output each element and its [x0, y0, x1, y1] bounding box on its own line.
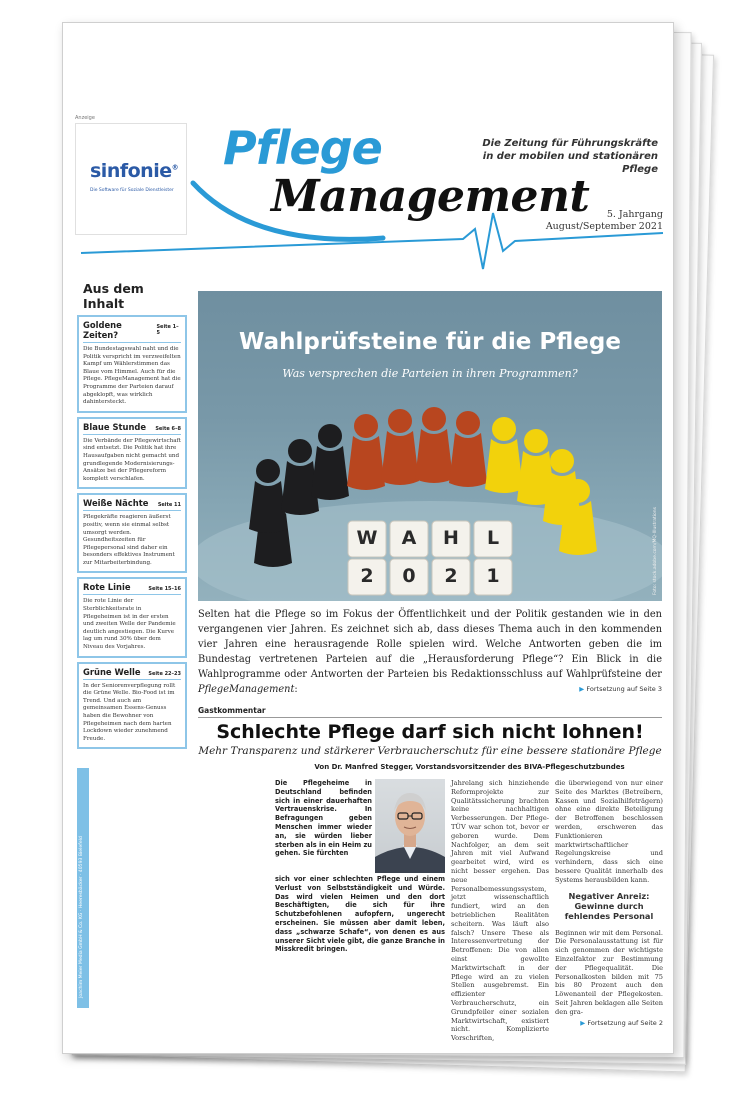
sidebar-item-title: Weiße Nächte — [83, 498, 149, 509]
pawn-black — [249, 459, 287, 533]
tagline-line-2: in der mobilen und stationären Pflege — [482, 151, 658, 175]
sidebar-item-gruene-welle[interactable] — [77, 662, 187, 750]
die-letter: H — [443, 527, 459, 549]
hero-image[interactable] — [198, 291, 662, 601]
lead-text: Selten hat die Pflege so im Fokus der Öffentlichkeit und der Politik gestanden wie in den vergangenen vier Jahren. Es zeichnet sich ab, dass dieses Thema auch in den kommenden vier Jahren eine herausragende Rolle spielen wird. Welche Antworten geben die im Bundestag vertretenen Parteien auf die „Herausforderung Pflege“? Ein Blick in die Wahlprogramme oder Antworten der Parteien bis Redaktionsschluss auf Wahlprüfsteine der — [198, 609, 662, 680]
article-headline[interactable]: Schlechte Pflege darf sich nicht lohnen! — [216, 721, 644, 743]
sidebar-heading: Aus dem Inhalt — [83, 281, 144, 311]
die-letter: A — [401, 527, 417, 549]
die-digit: 2 — [444, 565, 458, 587]
sidebar-item-text: Pflegekräfte reagieren äußerst positiv, wenn sie einmal selbst umsorgt werden. Gesundheitszeiten für Pflegepersonal sind daher ein besonders effektives Instrument zur Mitarbeiterbindung. — [83, 514, 175, 566]
author-portrait-illustration — [375, 779, 445, 873]
newspaper-front-page — [62, 22, 674, 1054]
sidebar-item-text: In der Seniorenverpflegung rollt die Grüne Welle. Bio-Food ist im Trend. Und auch am gemeinsamen Essens-Genuss haben die Bewohner von Pflegeheimen nach dem harten Lockdown wieder zunehmend Freude. — [83, 682, 176, 742]
sidebar-item-page: Seite 11 — [157, 502, 181, 509]
article-column-3 — [555, 779, 663, 1027]
sidebar-item-title: Rote Linie — [83, 582, 131, 593]
tagline-line-1: Die Zeitung für Führungskräfte — [482, 138, 658, 149]
lead-continue-link[interactable] — [579, 682, 662, 697]
sidebar-item-text: Die Bundestagswahl naht und die Politik verspricht im verzweifelten Kampf um Wählerstimmen das Blaue vom Himmel. Auch für die Pflege. PflegeManagement hat die Programme der Parteien darauf abgeklopft, was wirklich dahintersteckt. — [83, 346, 181, 406]
continue-arrow-icon: ▶ — [580, 1018, 586, 1027]
sidebar-item-title: Grüne Welle — [83, 666, 141, 677]
divider — [198, 717, 662, 718]
article-continue-link[interactable] — [555, 1019, 663, 1028]
section-label: Gastkommentar — [198, 706, 266, 715]
article-column-3-text: die überwiegend von nur einer Seite des Marktes (Betreibern, Kassen und Sozialhilfeträgern) ohne eine direkte Beteiligung der Betroffenen beschlossen werden, erschweren das Funktionieren marktwirtschaftlicher Regelungskreise und verhindern, dass sich eine bessere Qualität innerhalb des Systems herausbilden kann. — [555, 779, 663, 884]
sidebar-item-blaue-stunde[interactable] — [77, 417, 187, 490]
sidebar-item-page: Seite 6–8 — [155, 425, 181, 432]
sidebar-item-page: Seite 15–16 — [148, 586, 181, 593]
ad-logo-text: sinfonie — [90, 160, 172, 182]
article-column-3-text-2: Beginnen wir mit dem Personal. Die Personalausstattung ist für sich genommen der wichtigste Einzelfaktor zur Bestimmung der Pflegequalität. Die Personalkosten bilden mit 75 bis 80 Prozent auch den Löwenanteil der Pflegekosten. Seit Jahren beklagen alle Seiten den gra- — [555, 928, 663, 1016]
pawn-black — [311, 424, 349, 500]
hero-subtitle: Was versprechen die Parteien in ihren Programmen? — [282, 367, 578, 380]
die-digit: 1 — [486, 565, 500, 587]
article-byline: Von Dr. Manfred Stegger, Vorstandsvorsitzender des BIVA-Pflegeschutzbundes — [314, 763, 625, 771]
pawn-red — [347, 414, 385, 490]
sidebar-item-goldene-zeiten[interactable] — [77, 315, 187, 413]
sidebar-item-title: Goldene Zeiten? — [83, 320, 122, 340]
lead-text-em: PflegeManagement — [198, 684, 295, 695]
publisher-spine — [77, 768, 89, 1008]
lead-paragraph — [198, 607, 662, 697]
sidebar-item-page: Seite 1–5 — [156, 324, 179, 336]
sidebar-item-text: Die Verbände der Pflegewirtschaft sind entsetzt. Die Politik hat ihre Hausaufgaben nicht gemacht und grundlegende Modernisierungs-Ansätze bei der Pflegereform komplett verschlafen. — [83, 437, 181, 482]
continue-arrow-icon: ▶ — [579, 685, 585, 693]
sidebar-item-title: Blaue Stunde — [83, 421, 147, 432]
photo-credit: Foto: stock.adobe.com/MQ-Illustrations — [653, 506, 658, 595]
pawn-yellow — [485, 417, 523, 493]
lead-continue-text: Fortsetzung auf Seite 3 — [586, 685, 662, 693]
masthead-tagline — [478, 137, 658, 176]
die-digit: 0 — [402, 565, 416, 587]
article-column-1-continued: sich vor einer schlechten Pflege und einem Verlust von Selbstständigkeit und Würde. Das wird vielen Heimen und den dort Beschäftigten, die sich für ihre Schutzbefohlenen aufopfern, ungerecht erscheinen. Sie müssen aber damit leben, dass „schwarze Schafe“, von denen es aus unserer Sicht viele gibt, die ganze Branche in Misskredit bringen. — [275, 875, 445, 954]
publisher-imprint: Joachim Meier Media GmbH & Co. KG · Heeresbäcker · 40593 Bielefeld — [79, 836, 84, 998]
election-figures-illustration — [198, 291, 662, 601]
author-photo — [375, 779, 445, 873]
ad-label: Anzeige — [75, 115, 95, 121]
die-letter: W — [356, 527, 378, 549]
die-digit: 2 — [360, 565, 374, 587]
masthead-title-management: Management — [271, 171, 590, 222]
pawn-red — [415, 407, 453, 483]
issue-info — [533, 209, 663, 233]
ad-tagline: Die Software für Soziale Dienstleister — [90, 188, 174, 193]
article-column-2: Jahrelang sich hinziehende Reformprojekte zur Qualitätssicherung brachten keine nachhaltigen Verbesserungen. Der Pflege-TÜV war schon tot, bevor er geboren wurde. Dem Nachfolger, an dem seit Jahren mit viel Aufwand gearbeitet wird, wird es nicht besser ergehen. Das neue Personalbemessungssystem, jetzt wissenschaftlich fundiert, wird an den betrieblichen Realitäten scheitern. Was läuft also falsch? Unsere These als Interessenvertretung der Betroffenen: Die von allen einst gewollte Marktwirtschaft in der Pflege wird an zu vielen Stellen ausgebremst. Ein effizienter Verbraucherschutz, ein Grundpfeiler einer sozialen Marktwirtschaft, existiert nicht. Komplizierte Vorschriften, — [451, 779, 549, 1043]
die-letter: L — [486, 527, 500, 549]
article-continue-text: Fortsetzung auf Seite 2 — [587, 1018, 663, 1027]
issue-date: August/September 2021 — [545, 221, 663, 232]
hero-title: Wahlprüfsteine für die Pflege — [239, 329, 621, 355]
contents-sidebar — [77, 281, 187, 753]
sidebar-item-text: Die rote Linie der Sterblichkeitsrate in Pflegeheimen ist in der ersten und zweiten Welle der Pandemie deutlich angestiegen. Die Kurve lag um rund 30% über dem Niveau des Vorjahres. — [83, 598, 176, 651]
masthead-title-pflege: Pflege — [223, 121, 382, 175]
article-column-1: Die Pflegeheime in Deutschland befinden sich in einer dauerhaften Vertrauenskrise. In Befragungen geben Menschen immer wieder an, sie würden lieber sterben als in ein Heim zu gehen. Sie fürchten — [275, 779, 372, 858]
pawn-red — [381, 409, 419, 485]
registered-mark: ® — [171, 163, 179, 172]
article-subheading: Negativer Anreiz: Gewinne durch fehlendes Personal — [564, 890, 654, 921]
sidebar-item-page: Seite 22–23 — [148, 670, 181, 677]
lead-text-end: : — [294, 684, 298, 695]
sidebar-item-rote-linie[interactable] — [77, 577, 187, 657]
sidebar-item-weisse-naechte[interactable] — [77, 493, 187, 573]
article-subheadline: Mehr Transparenz und stärkerer Verbraucherschutz für eine bessere stationäre Pflege — [198, 745, 662, 757]
volume: 5. Jahrgang — [606, 209, 663, 220]
pawn-red — [449, 411, 487, 487]
